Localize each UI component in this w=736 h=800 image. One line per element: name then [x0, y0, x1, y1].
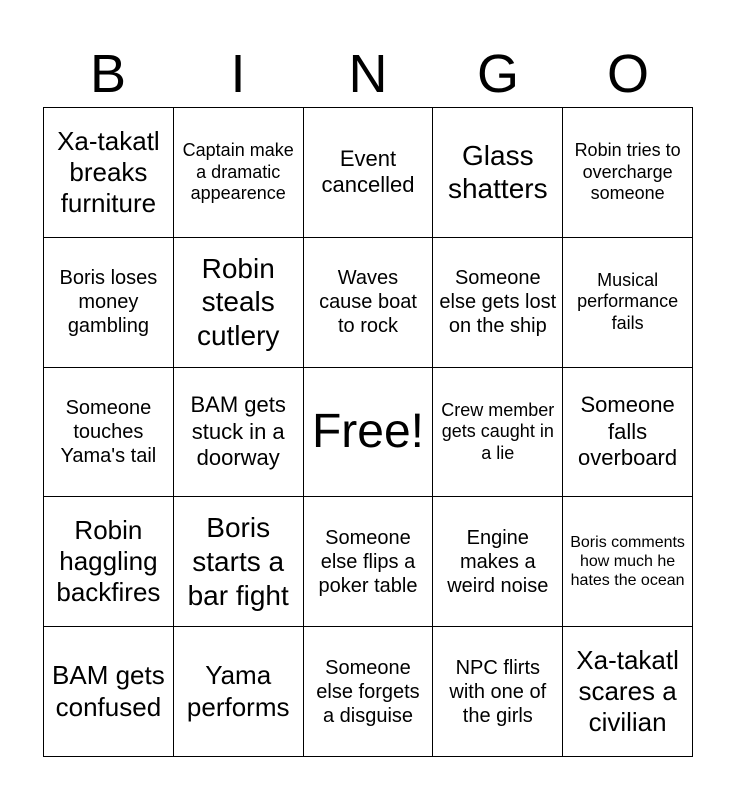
bingo-cell free-space [304, 368, 434, 498]
bingo-cell-text: Boris loses money gambling [59, 267, 158, 338]
bingo-cell-text: Captain make a dramatic appearence [182, 140, 294, 204]
bingo-card-grid [43, 107, 693, 757]
bingo-cell [174, 108, 304, 238]
bingo-cell-text: Robin steals cutlery [196, 252, 280, 351]
bingo-cell [563, 368, 693, 498]
bingo-cell-text: BAM gets confused [52, 660, 165, 722]
bingo-cell-text: Crew member gets caught in a lie [441, 399, 555, 463]
bingo-cell-text: Engine makes a weird noise [447, 526, 549, 597]
bingo-cell [304, 108, 434, 238]
bingo-cell [44, 108, 174, 238]
bingo-cell-text: Waves cause boat to rock [319, 267, 417, 338]
bingo-cell [174, 238, 304, 368]
bingo-cell-text: Boris comments how much he hates the ocean [570, 534, 685, 590]
bingo-cell-text: Robin tries to overcharge someone [574, 140, 681, 204]
bingo-cell [174, 368, 304, 498]
bingo-cell-text: Someone touches Yama's tail [60, 396, 157, 467]
bingo-cell [44, 627, 174, 757]
bingo-cell-text: Event cancelled [321, 146, 415, 198]
bingo-cell [433, 238, 563, 368]
bingo-cell [433, 497, 563, 627]
header-letter-g: G [476, 44, 519, 104]
bingo-cell-text: Xa-takatl breaks furniture [57, 125, 160, 218]
header-letter-i: I [230, 44, 246, 104]
bingo-cell-text: Someone falls overboard [578, 392, 678, 471]
bingo-cell [563, 627, 693, 757]
bingo-cell [563, 497, 693, 627]
bingo-cell-text: NPC flirts with one of the girls [449, 656, 547, 727]
bingo-cell [563, 108, 693, 238]
bingo-cell-text: Yama performs [186, 660, 290, 722]
bingo-cell-text: Free! [311, 405, 424, 459]
bingo-cell [44, 368, 174, 498]
bingo-cell [174, 497, 304, 627]
bingo-cell [304, 238, 434, 368]
bingo-cell-text: Musical performance fails [577, 269, 679, 333]
bingo-cell-text: Xa-takatl scares a civilian [576, 644, 679, 738]
bingo-cell-text: Someone else flips a poker table [318, 526, 418, 597]
header-letter-b: B [89, 44, 127, 104]
header-letter-n: N [348, 44, 388, 104]
header-letter-o: O [606, 44, 649, 104]
bingo-header [43, 40, 693, 108]
bingo-cell-text: Robin haggling backfires [56, 515, 161, 608]
bingo-cell [433, 368, 563, 498]
bingo-cell [433, 108, 563, 238]
bingo-cell-text: Boris starts a bar fight [187, 512, 289, 611]
bingo-cell [563, 238, 693, 368]
bingo-cell-text: Someone else forgets a disguise [316, 656, 420, 727]
bingo-cell [44, 238, 174, 368]
bingo-cell [433, 627, 563, 757]
bingo-cell [44, 497, 174, 627]
bingo-cell-text: BAM gets stuck in a doorway [190, 392, 286, 471]
bingo-cell-text: Glass shatters [447, 139, 548, 205]
bingo-cell-text: Someone else gets lost on the ship [439, 267, 557, 338]
bingo-cell [304, 497, 434, 627]
bingo-cell [304, 627, 434, 757]
bingo-cell [174, 627, 304, 757]
